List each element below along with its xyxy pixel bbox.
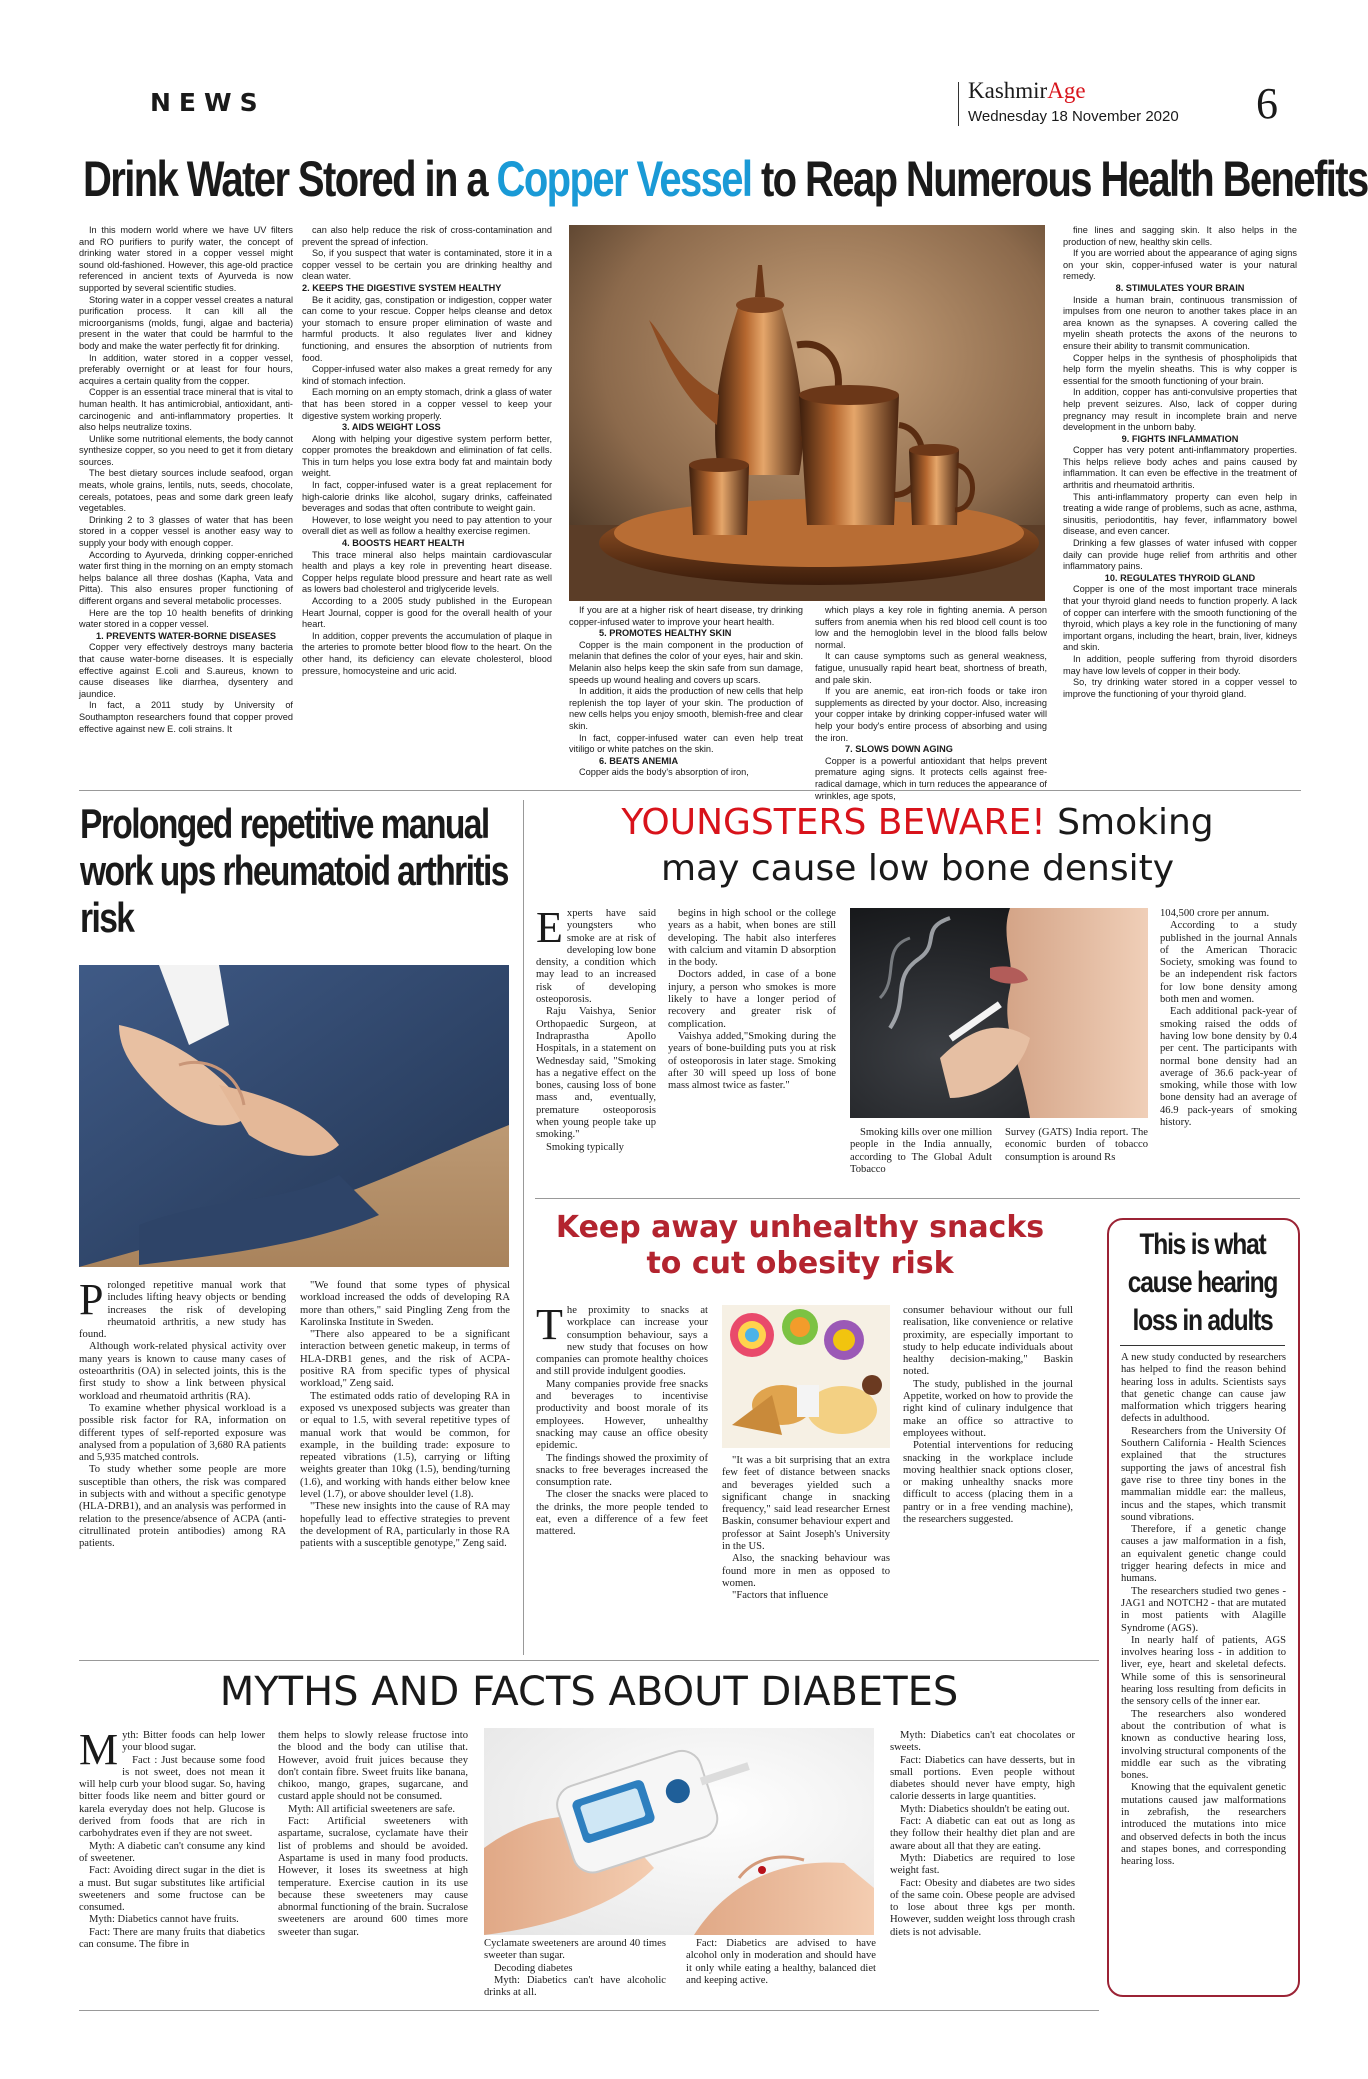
smoking-headline-rest: Smoking: [1045, 802, 1214, 843]
paragraph: Many companies provide free snacks and beverages to incentivise productivity and boost morale of its employees. However, unhealthy snacking may cause an office obesity epidemic.: [536, 1378, 708, 1452]
copper-vessel-photo: [569, 225, 1045, 601]
paragraph: Copper has very potent anti-inflammatory properties. This helps relieve body aches and pains caused by inflammation. It can even be effective in the treatment of arthritis and rheumatoid arthritis.: [1063, 445, 1297, 491]
smoking-column-3: [1160, 908, 1297, 1188]
arthritis-col1-text: [79, 1275, 286, 1551]
paragraph: In addition, it aids the production of new cells that help replenish the top layer of your skin. The production of new cells helps you enjoy smooth, blemish-free and clear skin.: [569, 686, 803, 731]
copper-col5-a: [1063, 225, 1297, 283]
divider-bottom: [79, 2010, 1099, 2011]
copper-col5-b: [1063, 295, 1297, 434]
paragraph: It can cause symptoms such as general weakness, fatigue, unusually rapid heart beat, shortness of breath, and pale skin.: [815, 651, 1047, 685]
copper-column-5: [1063, 225, 1297, 780]
smoking-column-2: [668, 908, 836, 1188]
copper-col2-c: [302, 434, 552, 538]
paragraph: Myth: A diabetic can't consume any kind of sweetener.: [79, 1840, 265, 1864]
snacks-dropcap: T: [536, 1300, 563, 1349]
paragraph: Although work-related physical activity over many years is known to cause many cases of osteoarthritis (OA) in selected joints, this is the first study to show a link between physical workload and rheumatoid arthritis (RA).: [79, 1341, 286, 1402]
copper-subhead-10: 10. REGULATES THYROID GLAND: [1104, 572, 1256, 583]
smoking-headline: [535, 800, 1300, 892]
paragraph: In addition, people suffering from thyroid disorders may have low levels of copper in their body.: [1063, 653, 1297, 676]
paragraph: Copper very effectively destroys many bacteria that cause water-borne diseases. It is especially effective against E.coli and S.aureus, known to cause diseases like diarrhea, dysentery and jaundice.: [79, 642, 293, 699]
copper-headline-post: to Reap Numerous Health Benefits: [751, 151, 1368, 207]
diabetes-under-right: [686, 1938, 876, 2000]
paragraph: Myth: Diabetics can't eat chocolates or sweets.: [890, 1730, 1075, 1754]
paragraph: This trace mineral also helps maintain cardiovascular health and plays a key role in preventing heart disease. Copper helps regulate blood pressure and heart rate as well as lowers bad cholesterol and triglyceride levels.: [302, 549, 552, 595]
copper-col1-paragraphs-b: [79, 642, 293, 735]
snacks-headline: [535, 1210, 1065, 1282]
smoking-col2-text: [668, 908, 836, 1092]
paragraph: In addition, copper has anti-convulsive properties that help prevent seizures. Also, lack of copper during pregnancy may result in incomplete brain and nerve development in the unborn baby.: [1063, 387, 1297, 433]
paragraph: Fact: Artificial sweeteners with aspartame, sucralose, cyclamate have their list of problems and should be avoided. Aspartame is used in many food products. However, it loses its sweetness at high temperature. Exercise caution in its use because these sweeteners may cause abnormal functioning of the brain. Sucralose sweeteners are around 600 times more sweeter than sugar.: [278, 1816, 468, 1938]
paragraph: In fact, a 2011 study by University of Southampton researchers found that copper proved effective against new E. coli strains. It: [79, 700, 293, 734]
smoking-headline-line2: may cause low bone density: [660, 848, 1175, 889]
paragraph: Each additional pack-year of smoking raised the odds of having low bone density by 0.4 per cent. The participants with normal bone density had an average of 36.6 pack-year of smoking, while those with low bone density had an average of 46.9 pack-years of smoking history.: [1160, 1006, 1297, 1129]
arthritis-dropcap: P: [79, 1275, 104, 1324]
copper-headline-highlight: Copper Vessel: [496, 151, 752, 207]
paragraph: yth: Bitter foods can help lower your blood sugar.: [122, 1730, 265, 1754]
paragraph: Fact: There are many fruits that diabetics can consume. The fibre in: [79, 1926, 265, 1951]
paragraph: So, try drinking water stored in a copper vessel to improve the functioning of your thyroid gland.: [1063, 677, 1297, 699]
copper-column-2: [302, 225, 552, 780]
hearing-rule: [1120, 1345, 1285, 1346]
arthritis-headline: Prolonged repetitive manual work ups rheumatoid arthritis risk: [80, 800, 508, 941]
paragraph: Copper is a powerful antioxidant that helps prevent premature aging signs. It protects cells against free-radical damage, which in turn reduces the appearance of wrinkles, age spots,: [815, 755, 1047, 801]
paragraph: Drinking 2 to 3 glasses of water that has been stored in a copper vessel is another easy way to supply your body with enough copper.: [79, 514, 293, 549]
paragraph: Copper is an essential trace mineral that is vital to human health. It has antimicrobial, antioxidant, anti-carcinogenic and anti-inflammatory properties. It also helps neutralize toxins.: [79, 387, 293, 433]
copper-col4-a: [815, 605, 1047, 744]
diabetes-col3-text: [890, 1730, 1075, 1939]
diabetes-column-1: [79, 1725, 265, 2000]
smoking-under-right: Survey (GATS) India report. The economic burden of tobacco consumption is around Rs: [1005, 1127, 1148, 1163]
snacks-col2-text: [722, 1455, 890, 1603]
copper-headline-pre: Drink Water Stored in a: [83, 151, 497, 207]
hearing-headline-line3: loss in adults: [1132, 1304, 1273, 1337]
paragraph: This anti-inflammatory property can even help in treating a wide range of problems, such as acne, asthma, sinusitis, periodontitis, hay fever, inflammatory bowel disease, and even cancer.: [1063, 491, 1297, 537]
diabetes-under-right-text: [686, 1938, 876, 1987]
diabetes-dropcap: M: [79, 1725, 119, 1774]
paragraph: Potential interventions for reducing snacking in the workplace include moving healthier snack options closer, or making unhealthy snacks more difficult to access (placing them in a pantry or in a free vending machine), the researchers suggested.: [903, 1440, 1073, 1526]
paragraph: Fact: Diabetics can have desserts, but in small portions. Even people without diabetes should never have empty, high calorie desserts in large quantities.: [890, 1754, 1075, 1803]
hearing-headline: [1110, 1226, 1295, 1340]
copper-subhead-7: 7. SLOWS DOWN AGING: [845, 744, 953, 755]
smoking-col3-text: [1160, 908, 1297, 1129]
hearing-column: [1121, 1352, 1286, 1977]
copper-col3-a: [569, 605, 803, 628]
divider-lower: [79, 1660, 1099, 1661]
paragraph: According to a study published in the journal Annals of the American Thoracic Society, smoking was found to be an independent risk factors for low bone density among both men and women.: [1160, 920, 1297, 1006]
paragraph: Therefore, if a genetic change causes a jaw malformation in a fish, an equivalent genetic change could trigger hearing defects in mice and humans.: [1121, 1524, 1286, 1585]
paragraph: To study whether some people are more susceptible than others, the risk was compared in subjects with and without a specific genotype (HLA-DRB1), and an analysis was performed in relation to the presence/absence of ACPA (anti-citrullinated protein antibodies) among RA patients.: [79, 1464, 286, 1550]
smoking-column-1: [536, 903, 656, 1188]
brand-accent: Age: [1047, 78, 1086, 103]
divider-vertical-left: [523, 800, 524, 1655]
paragraph: Also, the snacking behaviour was found more in men as opposed to women.: [722, 1553, 890, 1589]
paragraph: If you are anemic, eat iron-rich foods or take iron supplements as directed by your doctor. Also, increasing your copper intake by drinking copper-infused water will help your body's entire process of absorbing and using the iron.: [815, 686, 1047, 743]
paragraph: Myth: Diabetics can't have alcoholic drinks at all.: [484, 1974, 666, 1999]
paragraph: "Factors that influence: [732, 1590, 829, 1602]
paragraph: In fact, copper-infused water is a great replacement for high-calorie drinks like alcohol, sugary drinks, caffeinated beverages and sodas that often contribute to weight gain.: [302, 480, 552, 514]
paragraph: he proximity to snacks at workplace can increase your consumption behaviour, says a new study that focuses on how companies can promote healthy choices and still provide indulgent goodies.: [536, 1305, 708, 1378]
diabetes-headline: MYTHS AND FACTS ABOUT DIABETES: [219, 1669, 959, 1715]
paragraph: Decoding diabetes: [494, 1962, 573, 1974]
paragraph: begins in high school or the college years as a habit, when bones are still developing. The habit also interferes with calcium and vitamin D absorption in the body.: [668, 908, 836, 969]
paragraph: Copper-infused water also makes a great remedy for any kind of stomach infection.: [302, 364, 552, 386]
diabetes-under-left-text: [484, 1938, 666, 1999]
copper-subhead-8: 8. STIMULATES YOUR BRAIN: [1115, 282, 1245, 293]
hearing-headline-line2: cause hearing: [1127, 1266, 1278, 1299]
paragraph: In nearly half of patients, AGS involves hearing loss - in addition to liver, eye, heart and skeletal defects. While some of this is sensorineural hearing loss resulting from deficits in the sensory cells of the inner ear.: [1121, 1634, 1286, 1708]
copper-headline: [83, 150, 1368, 208]
smoking-dropcap: E: [536, 903, 563, 952]
paragraph: Unlike some nutritional elements, the body cannot synthesize copper, so you need to get it from dietary sources.: [79, 433, 293, 467]
hearing-text: [1121, 1352, 1286, 1868]
copper-subhead-2: 2. KEEPS THE DIGESTIVE SYSTEM HEALTHY: [302, 282, 502, 293]
paragraph: Drinking a few glasses of water infused with copper daily can provide huge relief from arthritis and other inflammatory pains.: [1063, 538, 1297, 572]
paragraph: Along with helping your digestive system perform better, copper promotes the breakdown and elimination of fat cells. This in turn helps you lose extra body fat and maintain body weight.: [302, 433, 552, 479]
brand-main: Kashmir: [968, 78, 1048, 103]
arthritis-photo: [79, 965, 509, 1267]
copper-subhead-5: 5. PROMOTES HEALTHY SKIN: [599, 628, 732, 639]
smoking-under-left: Smoking kills over one million people in the India annually, according to The Global Adult Tobacco: [850, 1127, 992, 1175]
paragraph: "There also appeared to be a significant interaction between genetic makeup, in terms of HLA-DRB1 genes, and the risk of ACPA-positive RA from specific types of physical workload," Zeng said.: [300, 1329, 510, 1390]
paragraph: Fact: Diabetics are advised to have alcohol only in moderation and should have it only while eating a healthy, balanced diet and keeping active.: [686, 1938, 876, 1986]
copper-column-1: [79, 225, 293, 780]
snacks-headline-line1: Keep away unhealthy snacks: [555, 1210, 1045, 1245]
paragraph: Fact: Obesity and diabetes are two sides of the same coin. Obese people are advised to lose about three kgs per month. However, sudden weight loss through crash diets is not advisable.: [890, 1877, 1075, 1938]
copper-subhead-3: 3. AIDS WEIGHT LOSS: [342, 422, 441, 433]
glucometer-photo: [484, 1728, 874, 1935]
section-label: NEWS: [150, 88, 266, 117]
paragraph: them helps to slowly release fructose into the blood and the body can utilise that. However, avoid fruit juices because they don't contain fibre. Sweet fruits like banana, chikoo, mango, grapes, sugarcane, and custard apple should not be consumed.: [278, 1730, 468, 1803]
copper-col2-a: [302, 225, 552, 283]
copper-col1-paragraphs: [79, 225, 293, 631]
paragraph: Fact: Avoiding direct sugar in the diet is a must. But sugar substitutes like artificial sweeteners and some fructose can be consumed.: [79, 1865, 265, 1914]
paragraph: Myth: Diabetics cannot have fruits.: [89, 1914, 239, 1926]
paragraph: "These new insights into the cause of RA may hopefully lead to effective strategies to prevent the development of RA, particularly in those RA patients with a susceptible genotype," Zeng said.: [300, 1501, 510, 1550]
arthritis-col2-text: [300, 1280, 510, 1551]
issue-date: Wednesday 18 November 2020: [968, 108, 1179, 125]
copper-col5-d: [1063, 584, 1297, 700]
smoking-caption-right: [1005, 1127, 1148, 1187]
hearing-headline-line1: This is what: [1139, 1228, 1266, 1261]
paragraph: Researchers from the University Of Southern California - Health Sciences explained that the structures supporting the jaws of ancestral fish gave rise to three tiny bones in the mammalian middle ear: the malleus, incus and the stapes, which transmit sound vibrations.: [1121, 1425, 1286, 1523]
paragraph: Be it acidity, gas, constipation or indigestion, copper water can come to your rescue. Copper helps cleanse and detox your stomach to ensure proper elimination of waste and harmful products. It also regulates liver and kidney functioning, and ensures the absorption of nutrients from food.: [302, 294, 552, 363]
paragraph: rolonged repetitive manual work that includes lifting heavy objects or bending increases the risk of developing rheumatoid arthritis, a new study has found.: [79, 1280, 286, 1341]
diabetes-under-left: [484, 1938, 666, 2000]
snacks-photo: [722, 1305, 890, 1448]
paragraph: If you are at a higher risk of heart disease, try drinking copper-infused water to improve your heart health.: [569, 605, 803, 627]
diabetes-column-2: [278, 1730, 468, 2000]
copper-subhead-4: 4. BOOSTS HEART HEALTH: [342, 538, 465, 549]
paragraph: Fact: A diabetic can eat out as long as they follow their healthy diet plan and are aware about all that they are eating.: [890, 1816, 1075, 1852]
copper-column-4: [815, 605, 1047, 801]
paragraph: The researchers studied two genes - JAG1 and NOTCH2 - that are mutated in most patients with Alagille Syndrome (AGS).: [1121, 1585, 1286, 1634]
paragraph: Vaishya added,"Smoking during the years of bone-building puts you at risk of osteoporosis in later stage. Smoking after 30 will speed up loss of bone mass almost twice as faster.": [668, 1030, 836, 1092]
snacks-headline-line2: to cut obesity risk: [646, 1246, 954, 1281]
brand-logo: [968, 78, 1086, 104]
paragraph: To examine whether physical workload is a possible risk factor for RA, information on different types of self-reported exposure was analysed from a population of 3,680 RA patients and 5,935 matched controls.: [79, 1402, 286, 1464]
diabetes-col2-text: [278, 1730, 468, 1939]
paragraph: Knowing that the equivalent genetic mutations caused jaw malformations in zebrafish, the researchers introduced the mutations into mice and observed defects in both the incus and stapes bones, and corresponding hearing loss.: [1121, 1782, 1286, 1868]
paragraph: Myth: Diabetics shouldn't be eating out.: [900, 1803, 1070, 1815]
paragraph: The estimated odds ratio of developing RA in exposed vs unexposed subjects was greater than or equal to 1.5, with several repetitive types of manual work that would be common, for example, in the building trade: exposure to repeated vibrations (1.5), carrying or lifting weights greater than 10kg (1.5), bending/turning (1.6), and working with hands either below knee level (1.7), or above shoulder level (1.8).: [300, 1390, 510, 1501]
snacks-column-3: [903, 1305, 1073, 1650]
paragraph: So, if you suspect that water is contaminated, store it in a copper vessel to be certain you are drinking healthy and clean water.: [302, 248, 552, 282]
arthritis-column-2: [300, 1280, 510, 1655]
paragraph: "It was a bit surprising that an extra few feet of distance between snacks and beverages yielded such a significant change in snacking frequency," said lead researcher Ernest Baskin, consumer behaviour expert and professor at Saint Joseph's University in the US.: [722, 1455, 890, 1553]
paragraph: However, to lose weight you need to pay attention to your overall diet as well as follow a healthy exercise regimen.: [302, 514, 552, 537]
paragraph: Copper aids the body's absorption of iron,: [579, 767, 749, 778]
snacks-column-1: [536, 1300, 708, 1650]
paragraph: The study, published in the journal Appetite, worked on how to provide the right kind of culinary indulgence that make an office so attractive to employees without.: [903, 1378, 1073, 1439]
copper-subhead-9: 9. FIGHTS INFLAMMATION: [1121, 433, 1239, 444]
paragraph: According to a 2005 study published in the European Heart Journal, copper is good for the overall health of your heart.: [302, 596, 552, 630]
paragraph: The best dietary sources include seafood, organ meats, whole grains, lentils, nuts, seeds, chocolate, cereals, potatoes, peas and some dark green leafy vegetables.: [79, 468, 293, 514]
page-number: 6: [1256, 79, 1278, 128]
paragraph: can also help reduce the risk of cross-contamination and prevent the spread of infection.: [302, 225, 552, 247]
paragraph: Cyclamate sweeteners are around 40 times sweeter than sugar.: [484, 1938, 666, 1962]
paragraph: Copper is the main component in the production of melanin that defines the color of your eyes, hair and skin. Melanin also helps keep the skin safe from sun damage, speeds up wound healing and covers up scars.: [569, 639, 803, 685]
paragraph: 104,500 crore per annum.: [1160, 908, 1270, 919]
divider-top: [79, 790, 1301, 791]
paragraph: Myth: All artificial sweeteners are safe.: [288, 1803, 456, 1815]
paragraph: In addition, water stored in a copper vessel, preferably overnight or at least for four hours, acquires a certain quality from the copper.: [79, 352, 293, 386]
copper-subhead-1: 1. PREVENTS WATER-BORNE DISEASES: [95, 630, 277, 641]
paragraph: Inside a human brain, continuous transmission of impulses from one neuron to another takes place in an area known as the synapses. A covering called the myelin sheath protects the axons of the neurons to ensure their ability to transmit communication.: [1063, 294, 1297, 351]
smoking-headline-red: YOUNGSTERS BEWARE!: [621, 802, 1046, 843]
paragraph: "We found that some types of physical workload increased the odds of developing RA more than others," said Pingling Zeng from the Karolinska Institute in Sweden.: [300, 1280, 510, 1328]
copper-col4-b: [815, 756, 1047, 802]
paragraph: If you are worried about the appearance of aging signs on your skin, copper-infused water is your natural remedy.: [1063, 248, 1297, 282]
paragraph: Smoking typically: [546, 1141, 624, 1153]
diabetes-column-3: [890, 1730, 1075, 2000]
paragraph: Copper is one of the most important trace minerals that your thyroid gland needs to function properly. A lack of copper can interfere with the smooth functioning of the thyroid, which plays a key role in the functioning of many important organs, including the heart, brain, liver, kidneys and skin.: [1063, 584, 1297, 653]
paragraph: which plays a key role in fighting anemia. A person suffers from anemia when his red blood cell count is too low and the hemoglobin level in the blood falls below normal.: [815, 605, 1047, 650]
paragraph: Myth: Diabetics are required to lose weight fast.: [890, 1852, 1075, 1877]
copper-column-3: [569, 605, 803, 780]
copper-col2-d: [302, 550, 552, 678]
copper-subhead-6: 6. BEATS ANEMIA: [599, 755, 679, 766]
paragraph: The closer the snacks were placed to the drinks, the more people tended to eat, even a difference of a few feet mattered.: [536, 1489, 708, 1538]
smoking-photo: [850, 908, 1148, 1118]
paragraph: A new study conducted by researchers has helped to find the reason behind hearing loss in adults. Scientists says that genetic change can cause jaw malformation which triggers hearing defects in adulthood.: [1121, 1352, 1286, 1425]
paragraph: consumer behaviour without our full realisation, like convenience or relative proximity, are especially important to study to help educate individuals about healthy decision-making," Baskin noted.: [903, 1305, 1073, 1378]
paragraph: In this modern world where we have UV filters and RO purifiers to purify water, the concept of drinking water stored in a copper vessel might sound old-fashioned. However, this age-old practice referenced in ancient texts of Ayurveda is now supported by several scientific studies.: [79, 225, 293, 293]
paragraph: fine lines and sagging skin. It also helps in the production of new, healthy skin cells.: [1063, 225, 1297, 247]
paragraph: In addition, copper prevents the accumulation of plaque in the arteries to promote better blood flow to the heart. On the other hand, its deficiency can elevate cholesterol, blood pressure, homocysteine and uric acid.: [302, 630, 552, 676]
copper-col2-b: [302, 295, 552, 423]
paragraph: Here are the top 10 health benefits of drinking water stored in a copper vessel.: [79, 607, 293, 630]
paragraph: Each morning on an empty stomach, drink a glass of water that has been stored in a copper vessel to keep your digestive system working properly.: [302, 387, 552, 421]
paragraph: xperts have said youngsters who smoke are at risk of developing low bone density, a condition which may lead to an increased risk of developing osteoporosis.: [536, 908, 656, 1006]
paragraph: Fact : Just because some food is not sweet, does not mean it will help curb your blood sugar. So, having bitter foods like neem and bitter gourd or karela everyday does not help. Glucose is derived from foods that are rich in carbohydrates even if they are not sweet.: [79, 1754, 265, 1840]
copper-col5-c: [1063, 445, 1297, 573]
smoking-caption-left: [850, 1127, 992, 1187]
paragraph: Copper helps in the synthesis of phospholipids that help form the myelin sheaths. This is why copper is essential for the smooth functioning of your brain.: [1063, 352, 1297, 386]
paragraph: In fact, copper-infused water can even help treat vitiligo or white patches on the skin.: [569, 732, 803, 755]
paragraph: The findings showed the proximity of snacks to free beverages increased the consumption rate.: [536, 1452, 708, 1489]
arthritis-column-1: [79, 1275, 286, 1655]
divider-mid-right: [535, 1198, 1300, 1199]
paragraph: Raju Vaishya, Senior Orthopaedic Surgeon, at Indraprastha Apollo Hospitals, in a statement on Wednesday said, "Smoking has a negative effect on the bones, causing loss of bone mass and, eventually, premature osteoporosis when young people take up smoking.": [536, 1006, 656, 1141]
paragraph: The researchers also wondered about the contribution of what is known as conductive hearing loss, involving structural components of the middle ear such as the vibrating bones.: [1121, 1708, 1286, 1782]
snacks-col3-text: [903, 1305, 1073, 1526]
snacks-column-2: [722, 1455, 890, 1650]
copper-col3-b: [569, 640, 803, 756]
paragraph: Storing water in a copper vessel creates a natural purification process. It can kill all the microorganisms (molds, fungi, algae and bacteria) present in the water that could be harmful to the body and make the water perfectly fit for drinking.: [79, 294, 293, 351]
copper-col3-c: [569, 767, 803, 779]
paragraph: According to Ayurveda, drinking copper-enriched water first thing in the morning on an empty stomach helps balance all three doshas (Kapha, Vata and Pitta). This also ensures proper functioning of different organs and several metabolic processes.: [79, 549, 293, 606]
paragraph: Doctors added, in case of a bone injury, a person who smokes is more likely to have a longer period of recovery and greater risk of complication.: [668, 969, 836, 1030]
